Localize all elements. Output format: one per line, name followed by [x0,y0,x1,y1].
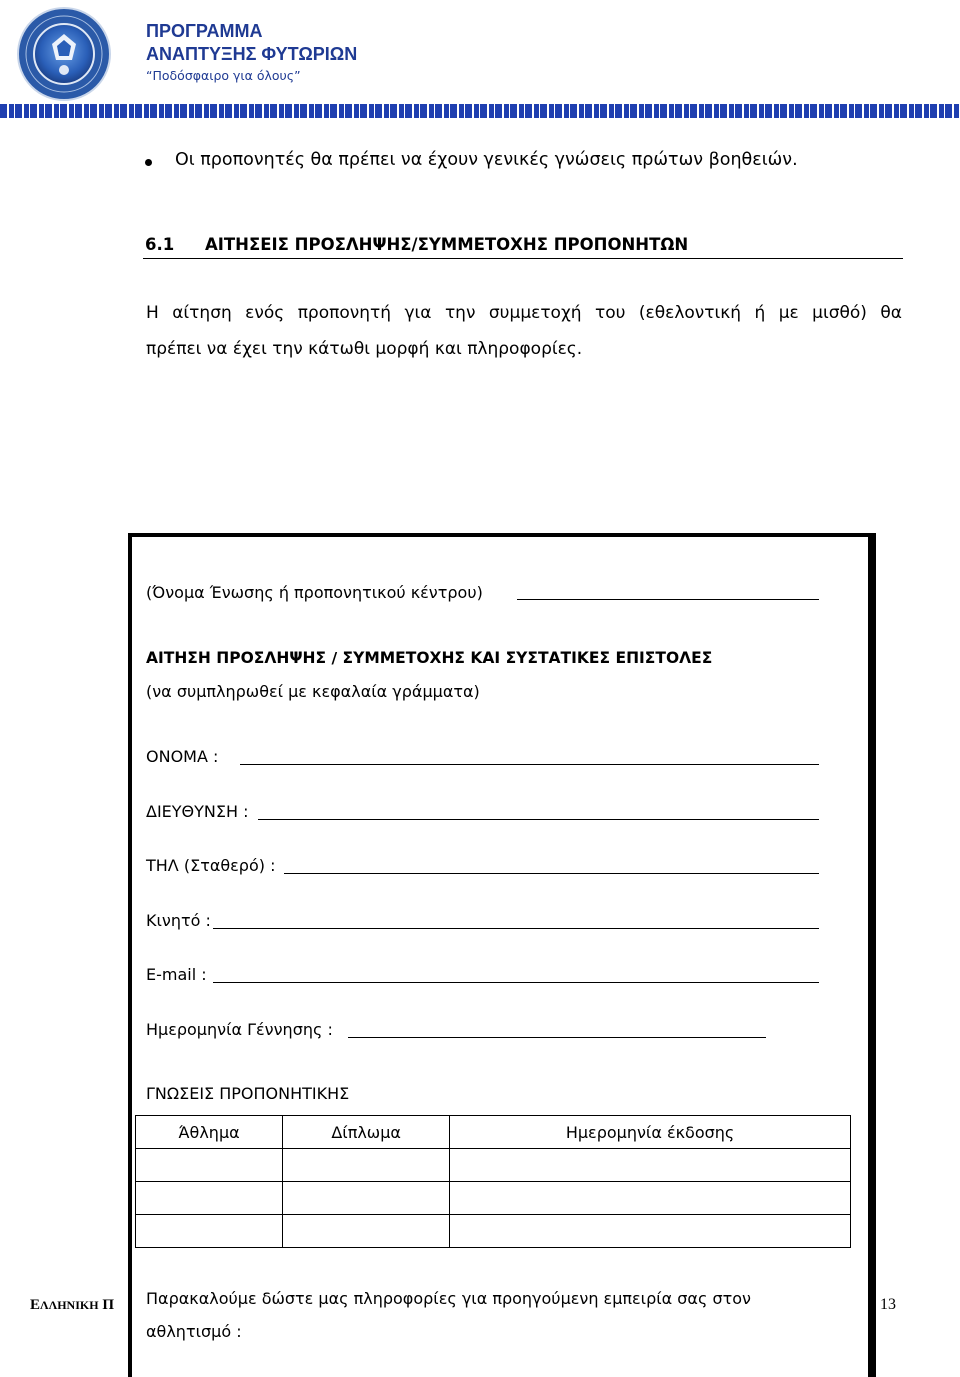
intro-paragraph [146,295,902,367]
program-slogan: “Ποδόσφαιρο για όλους” [146,68,301,83]
previous-experience-line2: αθλητισμό : [146,1322,242,1341]
form-subtitle: (να συμπληρωθεί με κεφαλαία γράμματα) [146,682,480,701]
program-title-line2: ΑΝΑΠΤΥΞΗΣ ΦΥΤΩΡΙΩΝ [146,44,358,64]
table-row [136,1182,851,1215]
table-header-sport: Άθλημα [136,1116,283,1149]
email-field[interactable] [213,982,819,983]
address-label: ΔΙΕΥΘΥΝΣΗ : [146,802,249,821]
mobile-label: Κινητό : [146,911,211,930]
form-title: ΑΙΤΗΣΗ ΠΡΟΣΛΗΨΗΣ / ΣΥΜΜΕΤΟΧΗΣ ΚΑΙ ΣΥΣΤΑΤΙΚΕΣ ΕΠΙΣΤΟΛΕΣ [146,649,713,667]
footer-org-next-initial: Π [102,1297,114,1313]
table-header-diploma: Δίπλωμα [283,1116,450,1149]
table-row [136,1149,851,1182]
org-name-label: (Όνομα Ένωσης ή προπονητικού κέντρου) [146,583,483,602]
table-row [136,1215,851,1248]
phone-field[interactable] [284,873,819,874]
email-label: E-mail : [146,965,207,984]
federation-emblem-icon [16,6,112,102]
certifications-table [135,1115,851,1248]
section-title: ΑΙΤΗΣΕΙΣ ΠΡΟΣΛΗΨΗΣ/ΣΥΜΜΕΤΟΧΗΣ ΠΡΟΠΟΝΗΤΩΝ [205,235,689,254]
table-cell[interactable] [136,1215,283,1248]
table-cell[interactable] [136,1182,283,1215]
previous-experience-line1: Παρακαλούμε δώστε μας πληροφορίες για προηγούμενη εμπειρία σας στον [146,1289,751,1308]
table-header-row [136,1116,851,1149]
footer-org-name [30,1297,114,1314]
address-field[interactable] [258,819,819,820]
name-label: ΟΝΟΜΑ : [146,747,219,766]
name-field[interactable] [240,764,819,765]
intro-paragraph-line1: Η αίτηση ενός προπονητή για την συμμετοχή του (εθελοντική ή με μισθό) θα [146,303,902,323]
bullet-first-aid: Οι προπονητές θα πρέπει να έχουν γενικές γνώσεις πρώτων βοηθειών. [175,150,798,170]
table-cell[interactable] [283,1149,450,1182]
previous-experience-prompt [146,1282,846,1348]
mobile-field[interactable] [213,928,819,929]
footer-org-initial: Ε [30,1297,41,1313]
intro-paragraph-line2: πρέπει να έχει την κάτωθι μορφή και πληροφορίες. [146,339,583,359]
table-cell[interactable] [450,1215,851,1248]
table-cell[interactable] [450,1182,851,1215]
page-number: 13 [880,1296,896,1313]
table-cell[interactable] [283,1182,450,1215]
section-number: 6.1 [145,235,175,254]
program-title-line1: ΠΡΟΓΡΑΜΜΑ [146,21,263,41]
bullet-dot-icon [145,159,152,166]
coaching-knowledge-label: ΓΝΩΣΕΙΣ ΠΡΟΠΟΝΗΤΙΚΗΣ [146,1084,350,1103]
table-header-issue-date: Ημερομηνία έκδοσης [450,1116,851,1149]
federation-logo [16,6,112,102]
table-cell[interactable] [450,1149,851,1182]
footer-org-rest: ΛΛΗΝΙΚΗ [40,1298,99,1312]
dob-field[interactable] [348,1037,766,1038]
dob-label: Ημερομηνία Γέννησης : [146,1020,333,1039]
org-name-line[interactable] [517,599,819,600]
section-rule [143,258,903,259]
phone-label: ΤΗΛ (Σταθερό) : [146,856,276,875]
table-cell[interactable] [283,1215,450,1248]
header-decorative-band [0,104,960,118]
table-cell[interactable] [136,1149,283,1182]
